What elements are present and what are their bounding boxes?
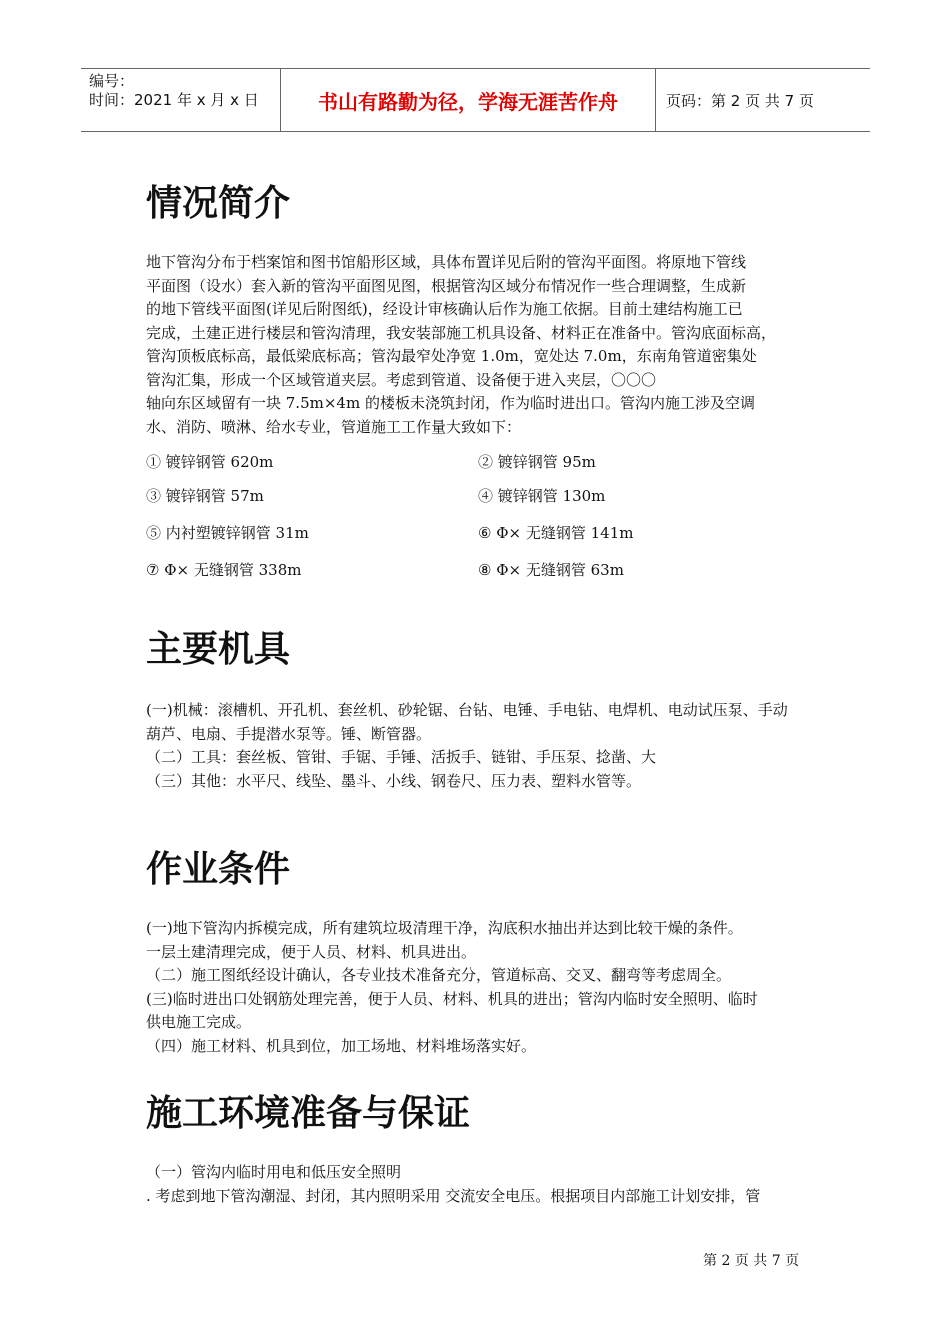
text-line: 管沟顶板底标高，最低梁底标高；管沟最窄处净宽 1.0m，宽处达 7.0m，东南角管道密集处 xyxy=(146,347,757,365)
section-title-conditions: 作业条件 xyxy=(146,849,291,890)
list-item: ② 镀锌钢管 95m xyxy=(478,452,596,471)
text-line: 平面图（设水）套入新的管沟平面图见图，根据管沟区域分布情况作一些合理调整，生成新 xyxy=(146,276,747,295)
overview-text xyxy=(146,251,810,439)
list-item: ⑥ Φ× 无缝钢管 141m xyxy=(478,523,634,542)
page-footer: 第 2 页 共 7 页 xyxy=(703,1253,800,1269)
text-line: 地下管沟分布于档案馆和图书馆船形区域，具体布置详见后附的管沟平面图。将原地下管线 xyxy=(146,253,747,271)
list-row xyxy=(146,444,810,478)
list-item: ④ 镀锌钢管 130m xyxy=(478,486,606,505)
environment-text xyxy=(146,1161,810,1208)
text-line: (三)临时进出口处钢筋处理完善，便于人员、材料、机具的进出；管沟内临时安全照明、临时 xyxy=(146,989,758,1008)
list-row xyxy=(146,512,810,552)
text-line: 轴向东区域留有一块 7.5m×4m 的楼板未浇筑封闭，作为临时进出口。管沟内施工涉及空调 xyxy=(146,394,755,412)
text-line: 管沟汇集，形成一个区域管道夹层。考虑到管道、设备便于进入夹层，〇〇〇 xyxy=(146,370,657,389)
text-line: (一)机械：滚槽机、开孔机、套丝机、砂轮锯、台钻、电锤、手电钻、电焊机、电动试压泵、手动 xyxy=(146,701,788,719)
text-line: 一层土建清理完成，便于人员、材料、机具进出。 xyxy=(146,942,477,961)
text-line: . 考虑到地下管沟潮湿、封闭，其内照明采用 交流安全电压。根据项目内部施工计划安排，管 xyxy=(146,1186,761,1205)
header-meta xyxy=(81,69,281,131)
text-line: （二）施工图纸经设计确认，各专业技术准备充分，管道标高、交叉、翻弯等考虑周全。 xyxy=(146,966,732,984)
text-line: （四）施工材料、机具到位，加工场地、材料堆场落实好。 xyxy=(146,1036,537,1055)
text-line: （三）其他：水平尺、线坠、墨斗、小线、钢卷尺、压力表、塑料水管等。 xyxy=(146,771,642,790)
list-row xyxy=(146,478,810,512)
text-line: 供电施工完成。 xyxy=(146,1013,252,1031)
text-line: 水、消防、喷淋、给水专业，管道施工工作量大致如下： xyxy=(146,417,522,436)
text-line: 葫芦、电扇、手提潜水泵等。锤、断管器。 xyxy=(146,724,432,743)
list-item: ⑤ 内衬塑镀锌钢管 31m xyxy=(146,523,309,542)
pipe-quantity-list xyxy=(146,444,810,586)
section-title-overview: 情况简介 xyxy=(146,183,291,224)
page-header xyxy=(81,68,870,132)
number-label: 编号： xyxy=(89,72,135,90)
text-line: 完成，土建正进行楼层和管沟清理，我安装部施工机具设备、材料正在准备中。管沟底面标高， xyxy=(146,323,777,342)
text-line: (一)地下管沟内拆模完成，所有建筑垃圾清理干净，沟底积水抽出并达到比较干燥的条件。 xyxy=(146,919,743,937)
text-line: （一）管沟内临时用电和低压安全照明 xyxy=(146,1163,402,1181)
list-item: ③ 镀锌钢管 57m xyxy=(146,486,264,505)
text-line: （二）工具：套丝板、管钳、手锯、手锤、活扳手、链钳、手压泵、捻凿、大 xyxy=(146,748,657,766)
text-line: 的地下管线平面图(详见后附图纸)，经设计审核确认后作为施工依据。目前土建结构施工已 xyxy=(146,300,743,318)
equipment-text xyxy=(146,699,810,793)
time-label: 时间：2021 年 x 月 x 日 xyxy=(89,91,259,109)
section-title-equipment: 主要机具 xyxy=(146,629,291,670)
list-item: ① 镀锌钢管 620m xyxy=(146,452,274,471)
header-motto: 书山有路勤为径，学海无涯苦作舟 xyxy=(281,69,656,131)
section-title-environment: 施工环境准备与保证 xyxy=(146,1093,471,1134)
conditions-text xyxy=(146,917,810,1058)
list-row xyxy=(146,552,810,586)
list-item: ⑦ Φ× 无缝钢管 338m xyxy=(146,560,302,579)
list-item: ⑧ Φ× 无缝钢管 63m xyxy=(478,560,624,579)
header-page-label: 页码：第 2 页 共 7 页 xyxy=(666,91,814,110)
